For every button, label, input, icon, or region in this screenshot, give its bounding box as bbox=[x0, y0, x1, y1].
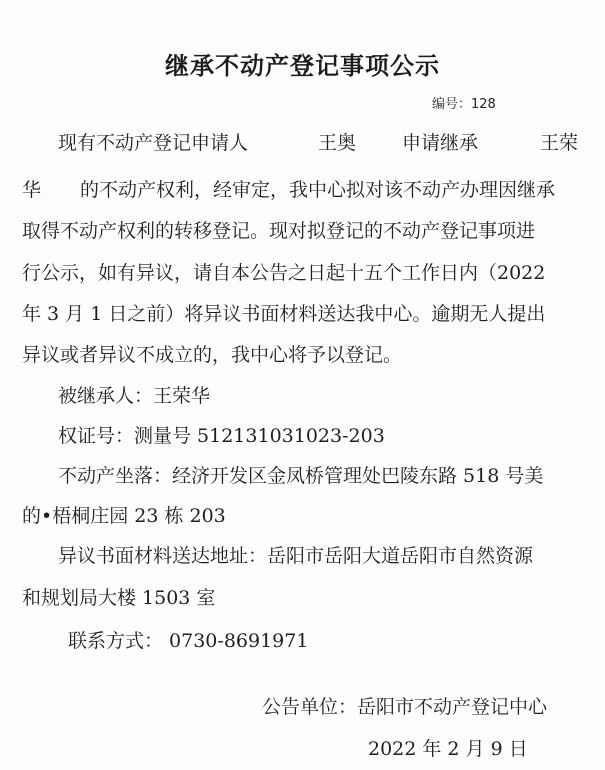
objection-address-line-2: 和规划局大楼 1503 室 bbox=[22, 587, 216, 609]
paragraph-line-4: 行公示，如有异议，请自本公告之日起十五个工作日内（2022 bbox=[22, 262, 546, 284]
paragraph-line-6: 异议或者异议不成立的，我中心将予以登记。 bbox=[22, 344, 403, 366]
document-number: 编号：128 bbox=[432, 97, 496, 112]
paragraph-line-5: 年 3 月 1 日之前）将异议书面材料送达我中心。逾期无人提出 bbox=[22, 303, 546, 325]
certificate-field: 权证号：测量号 512131031023-203 bbox=[58, 425, 385, 447]
objection-address-line-1: 异议书面材料送达地址：岳阳市岳阳大道岳阳市自然资源 bbox=[58, 545, 534, 567]
issue-date: 2022 年 2 月 9 日 bbox=[368, 738, 528, 760]
decedent-name-part1: 王荣 bbox=[540, 132, 579, 154]
decedent-name-part2: 华 bbox=[22, 179, 42, 201]
applicant-label: 现有不动产登记申请人 bbox=[58, 132, 249, 154]
contact-field: 联系方式： 0730-8691971 bbox=[68, 630, 309, 652]
paragraph-line-2: 的不动产权利，经审定，我中心拟对该不动产办理因继承 bbox=[80, 179, 556, 201]
property-location-line-2: 的•梧桐庄园 23 栋 203 bbox=[22, 505, 226, 527]
paragraph-line-1 bbox=[58, 128, 248, 155]
document-title: 继承不动产登记事项公示 bbox=[165, 52, 440, 80]
decedent-field: 被继承人：王荣华 bbox=[58, 385, 211, 407]
issuer: 公告单位：岳阳市不动产登记中心 bbox=[262, 696, 548, 718]
property-location-line-1: 不动产坐落：经济开发区金凤桥管理处巴陵东路 518 号美 bbox=[58, 465, 544, 487]
applicant-name: 王奥 bbox=[318, 132, 357, 154]
apply-inherit-text: 申请继承 bbox=[402, 132, 479, 154]
paragraph-line-3: 取得不动产权利的转移登记。现对拟登记的不动产登记事项进 bbox=[22, 220, 536, 242]
